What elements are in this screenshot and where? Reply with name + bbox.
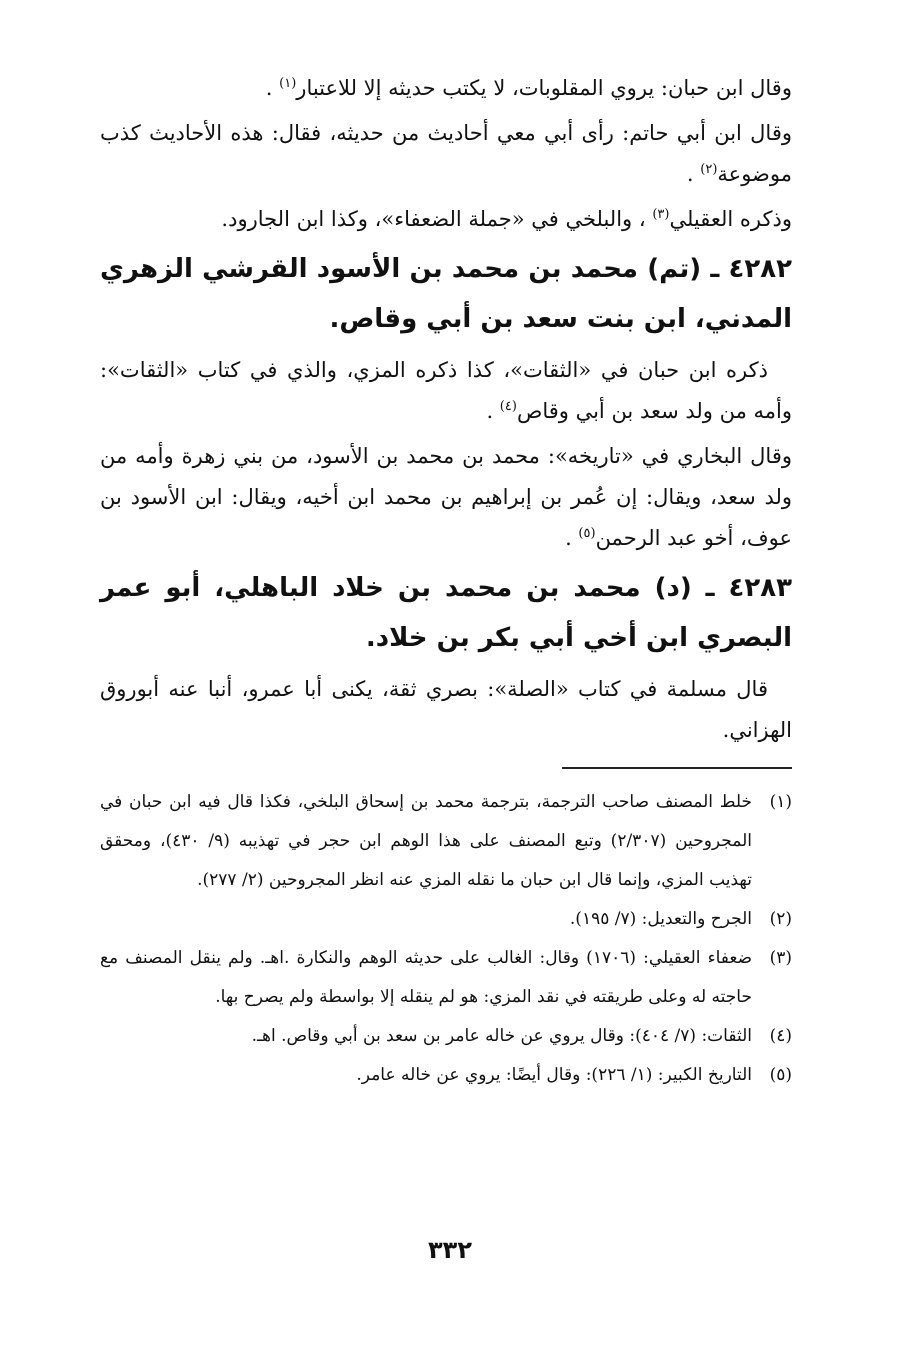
paragraph-tail: . [265, 76, 280, 100]
paragraph-text: وقال البخاري في «تاريخه»: محمد بن محمد بن الأسود، من بني زهرة وأمه من ولد سعد، ويقال: إن عُمر بن إبراهيم بن محمد ابن أخيه، ويقال: ابن الأسود بن عوف، أخو عبد الرحمن [100, 444, 792, 550]
footnote-text: الجرح والتعديل: (٧/ ١٩٥). [569, 909, 752, 929]
footnote-ref[interactable]: (١) [279, 76, 297, 91]
entry-heading-4283: ٤٢٨٣ ـ (د) محمد بن محمد بن خلاد الباهلي، أبو عمر البصري ابن أخي أبي بكر بن خلاد. [100, 573, 792, 653]
footnote-text: خلط المصنف صاحب الترجمة، بترجمة محمد بن إسحاق البلخي، فكذا قال فيه ابن حبان في المجروحين (٢/٣٠٧) وتبع المصنف على هذا الوهم ابن حجر في تهذيبه (٩/ ٤٣٠)، ومحقق تهذيب المزي، وإنما قال ابن حبان ما نقله المزي عنه انظر المجروحين (٢/ ٢٧٧). [100, 792, 752, 890]
footnote-number: (٢) [769, 909, 792, 929]
footnotes [100, 783, 792, 1095]
footnote-text: ضعفاء العقيلي: (١٧٠٦) وقال: الغالب على حديثه الوهم والنكارة .اهـ. ولم ينقل المصنف مع حاجته له وعلى طريقته في نقد المزي: هو لم ينقله إلا بواسطة ولم يصرح بها. [100, 948, 752, 1007]
paragraph-tail: . [686, 162, 701, 186]
paragraph [100, 669, 792, 751]
footnote-number: (٥) [769, 1065, 792, 1085]
footnote-number: (٤) [769, 1026, 792, 1046]
page-body [100, 68, 792, 1095]
paragraph-tail: ، والبلخي في «جملة الضعفاء»، وكذا ابن الجارود. [221, 207, 653, 231]
footnote [100, 1056, 792, 1095]
footnote [100, 1017, 792, 1056]
footnote-number: (٣) [769, 948, 792, 968]
footnote-divider [562, 767, 792, 769]
paragraph-text: قال مسلمة في كتاب «الصلة»: بصري ثقة، يكنى أبا عمرو، أنبا عنه أبوروق الهزاني. [100, 677, 792, 742]
paragraph-tail: . [486, 399, 500, 423]
paragraph [100, 436, 792, 559]
footnote [100, 783, 792, 900]
paragraph-text: وقال ابن أبي حاتم: رأى أبي معي أحاديث من حديثه، فقال: هذه الأحاديث كذب موضوعة [100, 121, 792, 186]
footnote [100, 900, 792, 939]
footnote-ref[interactable]: (٥) [578, 526, 596, 541]
paragraph [100, 113, 792, 195]
footnote-ref[interactable]: (٤) [499, 399, 517, 414]
footnote-ref[interactable]: (٢) [700, 162, 718, 177]
paragraph-tail: . [565, 526, 579, 550]
footnote-ref[interactable]: (٣) [652, 207, 670, 222]
footnote-number: (١) [769, 792, 792, 812]
entry-heading-4282: ٤٢٨٢ ـ (تم) محمد بن محمد بن الأسود القرشي الزهري المدني، ابن بنت سعد بن أبي وقاص. [100, 254, 792, 334]
paragraph-text: وقال ابن حبان: يروي المقلوبات، لا يكتب حديثه إلا للاعتبار [296, 76, 792, 100]
footnote-text: التاريخ الكبير: (١/ ٢٢٦): وقال أيضًا: يروي عن خاله عامر. [356, 1065, 752, 1085]
paragraph [100, 68, 792, 109]
page-number: ٣٣٢ [428, 1236, 472, 1264]
paragraph-text: وذكره العقيلي [669, 207, 792, 231]
footnote-text: الثقات: (٧/ ٤٠٤): وقال يروي عن خاله عامر بن سعد بن أبي وقاص. اهـ. [251, 1026, 752, 1046]
footnote [100, 939, 792, 1017]
paragraph [100, 350, 792, 432]
paragraph-text: ذكره ابن حبان في «الثقات»، كذا ذكره المزي، والذي في كتاب «الثقات»: وأمه من ولد سعد بن أبي وقاص [100, 358, 792, 423]
paragraph [100, 199, 792, 240]
